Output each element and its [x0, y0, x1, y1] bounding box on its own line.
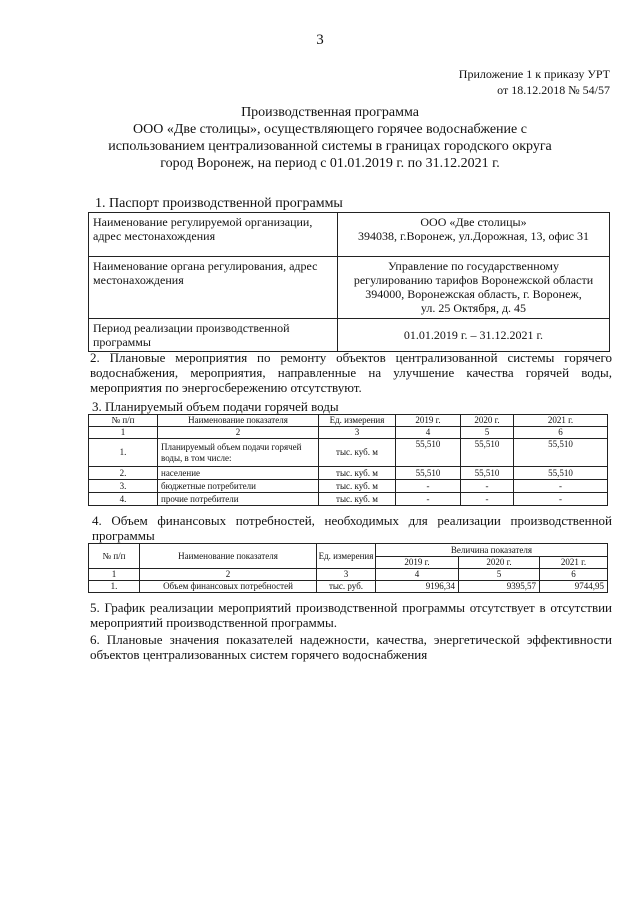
table-cell: 1.	[89, 439, 158, 467]
table-row	[89, 427, 608, 439]
table-row	[89, 213, 610, 257]
table-cell: 2	[140, 569, 317, 581]
cell-line: 394038, г.Воронеж, ул.Дорожная, 13, офис 31	[357, 229, 590, 243]
table-cell: -	[514, 480, 608, 493]
table-cell: 4	[396, 427, 461, 439]
appendix-note	[459, 66, 610, 98]
table-cell: 3	[317, 569, 376, 581]
table-cell: -	[396, 480, 461, 493]
appendix-line-2: от 18.12.2018 № 54/57	[497, 83, 610, 97]
table-row	[89, 569, 608, 581]
table-cell: -	[461, 480, 514, 493]
cell-line: Управление по государственному	[387, 259, 560, 273]
title-line-1: Производственная программа	[241, 105, 419, 120]
table-cell: тыс. руб.	[317, 581, 376, 593]
section2-text: 2. Плановые мероприятия по ремонту объектов централизованной системы горячего водоснабжения, мероприятия, направленные на улучшение качества горячей воды, мероприятия по энергосбережению отсутствуют.	[90, 350, 612, 395]
title-line-2: ООО «Две столицы», осуществляющего горячее водоснабжение с	[133, 122, 527, 137]
section6-text: 6. Плановые значения показателей надежности, качества, энергетической эффективности объектов централизованных систем горячего водоснабжения	[90, 632, 612, 662]
table-cell: 55,510	[514, 467, 608, 480]
table-cell: Наименование регулируемой организации, адрес местонахождения	[89, 213, 338, 257]
table-cell: 55,510	[514, 439, 608, 467]
table-cell: 9196,34	[376, 581, 459, 593]
table-header-cell: № п/п	[89, 415, 158, 427]
table-cell: Наименование органа регулирования, адрес местонахождения	[89, 257, 338, 319]
table-cell: 55,510	[396, 439, 461, 467]
table-header-row	[89, 544, 608, 557]
table-row	[89, 581, 608, 593]
table-cell: тыс. куб. м	[319, 480, 396, 493]
table-cell: 4	[376, 569, 459, 581]
table-cell: 6	[514, 427, 608, 439]
table-cell: тыс. куб. м	[319, 439, 396, 467]
table-cell: 1	[89, 569, 140, 581]
financial-needs-table	[88, 543, 608, 593]
table-cell: Планируемый объем подачи горячей воды, в том числе:	[158, 439, 319, 467]
table-cell: тыс. куб. м	[319, 467, 396, 480]
table-cell: население	[158, 467, 319, 480]
hot-water-volume-table	[88, 414, 608, 506]
table-cell: 1.	[89, 581, 140, 593]
table-cell: 3	[319, 427, 396, 439]
appendix-line-1: Приложение 1 к приказу УРТ	[458, 67, 610, 81]
title-line-3: использованием централизованной системы в границах городского округа	[108, 139, 552, 154]
table-cell: 55,510	[461, 439, 514, 467]
table-cell: -	[396, 493, 461, 506]
table-header-cell: Величина показателя	[376, 544, 608, 557]
cell-line: ул. 25 Октября, д. 45	[420, 301, 527, 315]
section5-text: 5. График реализации мероприятий производственной программы отсутствует в отсутствии мероприятий производственной программы.	[90, 600, 612, 630]
table-header-cell: 2020 г.	[459, 557, 540, 569]
table-cell	[338, 213, 610, 257]
table-header-cell: 2019 г.	[396, 415, 461, 427]
section3-heading: 3. Планируемый объем подачи горячей воды	[92, 399, 339, 414]
table-cell: прочие потребители	[158, 493, 319, 506]
table-cell: 01.01.2019 г. – 31.12.2021 г.	[338, 319, 610, 352]
cell-line: регулированию тарифов Воронежской области	[353, 273, 594, 287]
table-cell: тыс. куб. м	[319, 493, 396, 506]
table-row	[89, 480, 608, 493]
table-header-cell: Наименование показателя	[140, 544, 317, 569]
cell-line: 394000, Воронежская область, г. Воронеж,	[365, 287, 582, 301]
table-cell: 2.	[89, 467, 158, 480]
table-header-cell: 2019 г.	[376, 557, 459, 569]
table-cell: -	[461, 493, 514, 506]
table-header-cell: 2020 г.	[461, 415, 514, 427]
table-cell: 1	[89, 427, 158, 439]
section1-heading: 1. Паспорт производственной программы	[95, 196, 343, 211]
table-cell: 9395,57	[459, 581, 540, 593]
page-number: 3	[316, 32, 324, 48]
table-row	[89, 319, 610, 352]
table-header-row	[89, 415, 608, 427]
table-cell: -	[514, 493, 608, 506]
table-cell	[338, 257, 610, 319]
table-header-cell: № п/п	[89, 544, 140, 569]
table-cell: 2	[158, 427, 319, 439]
table-cell: 3.	[89, 480, 158, 493]
table-row	[89, 493, 608, 506]
table-cell: Период реализации производственной программы	[89, 319, 338, 352]
title-line-4: город Воронеж, на период с 01.01.2019 г. по 31.12.2021 г.	[160, 156, 500, 171]
table-cell: Объем финансовых потребностей	[140, 581, 317, 593]
table-header-cell: Ед. измерения	[319, 415, 396, 427]
table-cell: 5	[461, 427, 514, 439]
table-cell: бюджетные потребители	[158, 480, 319, 493]
section4-heading: 4. Объем финансовых потребностей, необходимых для реализации производственной программы	[92, 513, 612, 543]
table-cell: 55,510	[396, 467, 461, 480]
table-row	[89, 467, 608, 480]
table-row	[89, 257, 610, 319]
table-header-cell: 2021 г.	[514, 415, 608, 427]
cell-line: ООО «Две столицы»	[420, 215, 527, 229]
passport-table	[88, 212, 610, 352]
table-header-cell: 2021 г.	[540, 557, 608, 569]
document-title	[80, 104, 580, 172]
table-cell: 6	[540, 569, 608, 581]
table-header-cell: Ед. измерения	[317, 544, 376, 569]
table-cell: 4.	[89, 493, 158, 506]
table-row	[89, 439, 608, 467]
table-header-cell: Наименование показателя	[158, 415, 319, 427]
table-cell: 9744,95	[540, 581, 608, 593]
table-cell: 55,510	[461, 467, 514, 480]
table-cell: 5	[459, 569, 540, 581]
